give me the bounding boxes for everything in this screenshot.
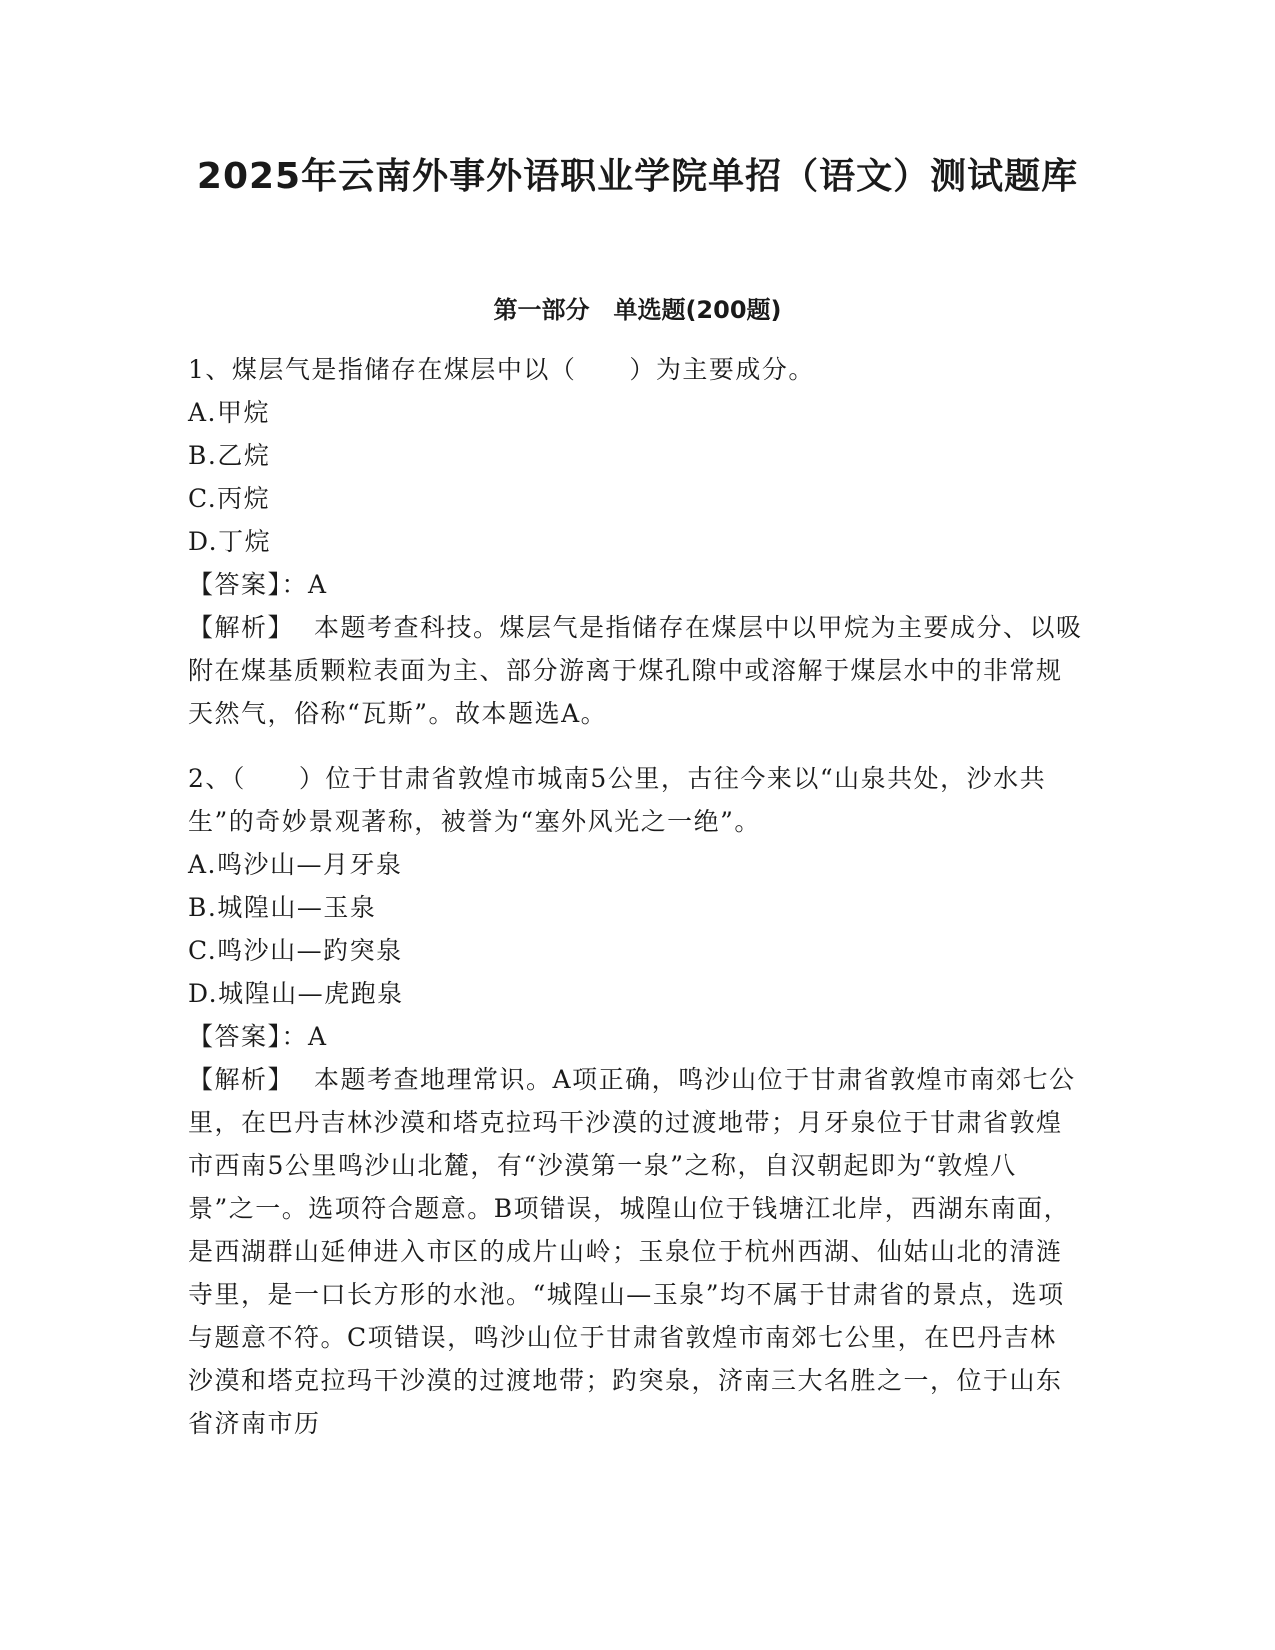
option-b: B.乙烷: [188, 441, 271, 470]
option-c: C.丙烷: [188, 484, 271, 513]
answer-line: 【答案】：A: [188, 570, 328, 599]
document-title: 2025年云南外事外语职业学院单招（语文）测试题库: [196, 156, 1079, 197]
analysis-text: 本题考查科技。煤层气是指储存在煤层中以甲烷为主要成分、以吸附在煤基质颗粒表面为主、部分游离于煤孔隙中或溶解于煤层水中的非常规天然气，俗称“瓦斯”。故本题选A。: [188, 613, 1083, 728]
option-c: C.鸣沙山—趵突泉: [188, 936, 403, 965]
question-stem: 2、（ ）位于甘肃省敦煌市城南5公里，古往今来以“山泉共处，沙水共生”的奇妙景观著称，被誉为“塞外风光之一绝”。: [188, 764, 1047, 836]
section-heading: 第一部分 单选题(200题): [493, 296, 782, 324]
question-stem: 1、煤层气是指储存在煤层中以（ ）为主要成分。: [188, 355, 815, 384]
option-b: B.城隍山—玉泉: [188, 893, 377, 922]
question-item: [188, 348, 1083, 735]
option-d: D.丁烷: [188, 527, 272, 556]
question-item: [188, 757, 1083, 1445]
analysis-text: 本题考查地理常识。A项正确，鸣沙山位于甘肃省敦煌市南郊七公里，在巴丹吉林沙漠和塔克拉玛干沙漠的过渡地带；月牙泉位于甘肃省敦煌市西南5公里鸣沙山北麓，有“沙漠第一泉”之称，自汉朝起即为“敦煌八景”之一。选项符合题意。B项错误，城隍山位于钱塘江北岸，西湖东南面，是西湖群山延伸进入市区的成片山岭；玉泉位于杭州西湖、仙姑山北的清涟寺里，是一口长方形的水池。“城隍山—玉泉”均不属于甘肃省的景点，选项与题意不符。C项错误，鸣沙山位于甘肃省敦煌市南郊七公里，在巴丹吉林沙漠和塔克拉玛干沙漠的过渡地带；趵突泉，济南三大名胜之一，位于山东省济南市历: [188, 1065, 1076, 1438]
analysis-paragraph: [188, 606, 1083, 735]
answer-line: 【答案】：A: [188, 1022, 328, 1051]
analysis-label: 【解析】: [188, 1065, 295, 1094]
option-d: D.城隍山—虎跑泉: [188, 979, 404, 1008]
analysis-label: 【解析】: [188, 613, 295, 642]
analysis-paragraph: [188, 1058, 1083, 1445]
option-a: A.鸣沙山—月牙泉: [188, 850, 403, 879]
question-list: [188, 348, 1083, 1467]
option-a: A.甲烷: [188, 398, 271, 427]
